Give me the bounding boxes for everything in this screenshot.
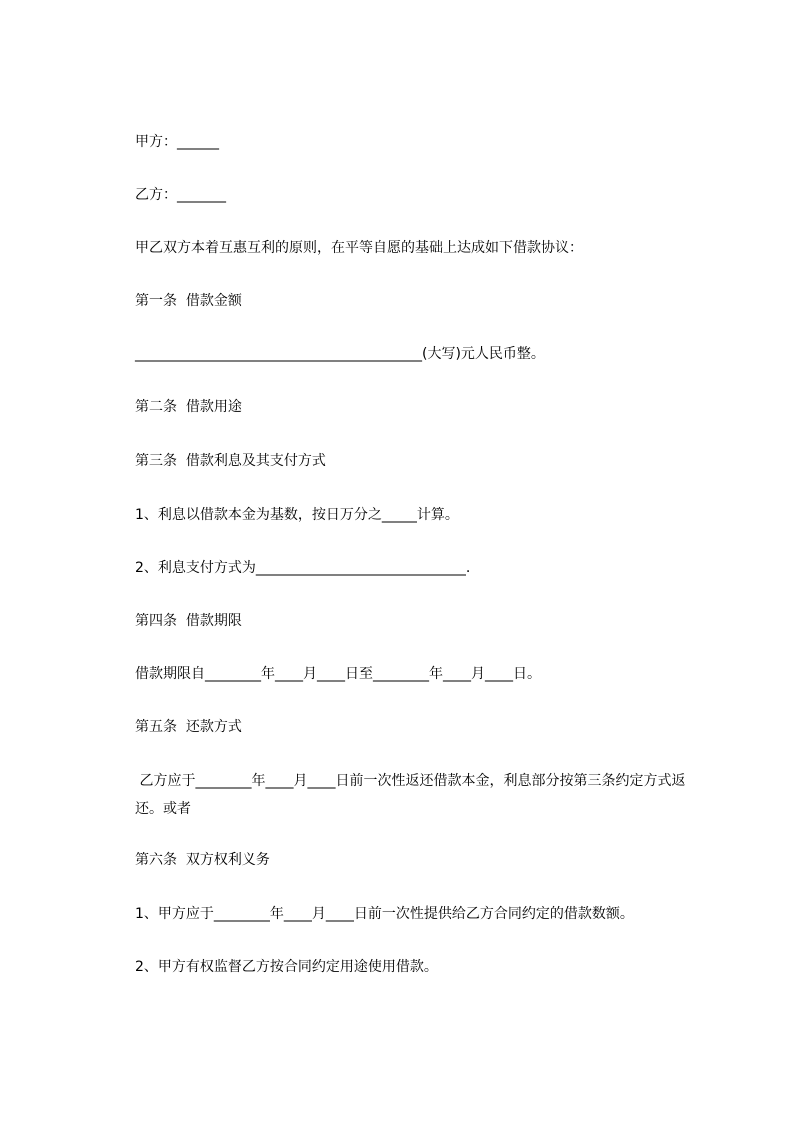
article4-body: 借款期限自________年____月____日至________年____月____日。 bbox=[135, 666, 541, 682]
party-b-line: 乙方：_______ bbox=[135, 187, 226, 203]
article5-body: 乙方应于________年____月____日前一次性返还借款本金，利息部分按第三条约定方式返还。或者 bbox=[135, 773, 686, 817]
article1-body: _________________________________________(大写)元人民币整。 bbox=[135, 346, 545, 362]
article3-heading: 第三条 借款利息及其支付方式 bbox=[135, 453, 326, 469]
article3-item2: 2、利息支付方式为______________________________. bbox=[135, 560, 471, 576]
article5-heading: 第五条 还款方式 bbox=[135, 719, 242, 735]
article2-heading: 第二条 借款用途 bbox=[135, 399, 242, 415]
article6-item1: 1、甲方应于________年____月____日前一次性提供给乙方合同约定的借款数额。 bbox=[135, 906, 634, 922]
article4-heading: 第四条 借款期限 bbox=[135, 613, 242, 629]
article3-item1: 1、利息以借款本金为基数，按日万分之_____计算。 bbox=[135, 507, 459, 523]
party-a-line: 甲方：______ bbox=[135, 134, 219, 150]
article1-heading: 第一条 借款金额 bbox=[135, 293, 242, 309]
article6-heading: 第六条 双方权利义务 bbox=[135, 852, 270, 868]
preamble: 甲乙双方本着互惠互利的原则，在平等自愿的基础上达成如下借款协议： bbox=[135, 240, 583, 256]
article6-item2: 2、甲方有权监督乙方按合同约定用途使用借款。 bbox=[135, 959, 438, 975]
